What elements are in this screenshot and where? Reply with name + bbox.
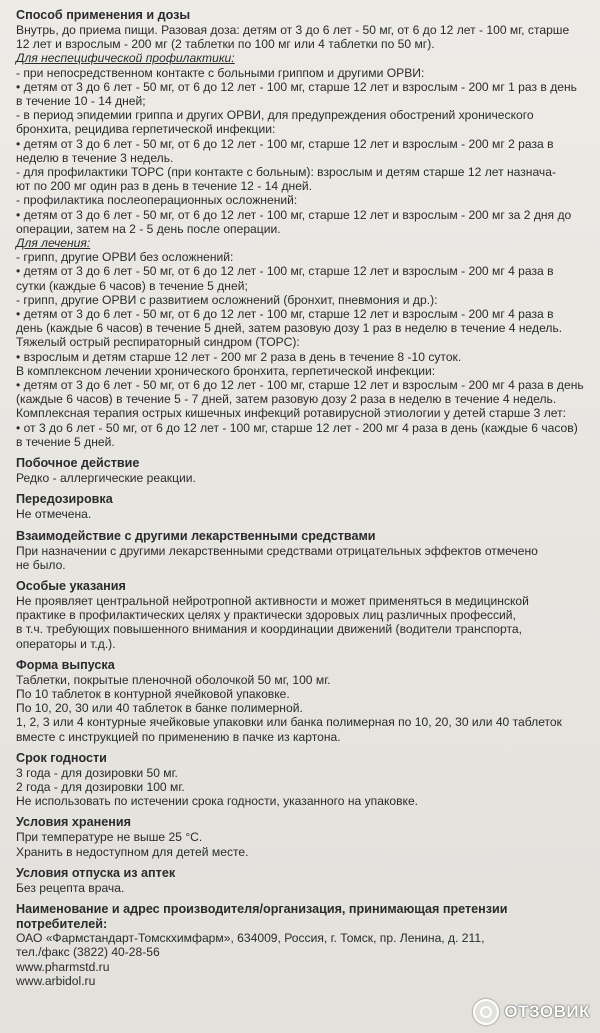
text-line: По 10, 20, 30 или 40 таблеток в банке полимерной. <box>16 701 303 716</box>
text-line: операторы и т.д.). <box>16 636 116 651</box>
text-line: вместе с инструкцией по применению в пачке из картона. <box>16 729 341 744</box>
section-heading: Форма выпуска <box>16 657 115 672</box>
text-line: • детям от 3 до 6 лет - 50 мг, от 6 до 12 лет - 100 мг, старше 12 лет и взрослым - 200 мг 4 раза в день <box>16 378 584 393</box>
text-line: При температуре не выше 25 °С. <box>16 830 203 845</box>
section-heading: Способ применения и дозы <box>16 8 191 22</box>
text-line: ОАО «Фармстандарт-Томскхимфарм», 634009, Россия, г. Томск, пр. Ленина, д. 211, <box>16 931 485 946</box>
section-heading: Побочное действие <box>16 456 140 471</box>
text-line: www.pharmstd.ru <box>16 959 110 974</box>
text-line: - грипп, другие ОРВИ с развитием осложнений (бронхит, пневмония и др.): <box>16 292 438 307</box>
section-heading: Условия отпуска из аптек <box>16 865 176 880</box>
section <box>16 8 586 449</box>
text-line: сутки (каждые 6 часов) в течение 5 дней; <box>16 278 248 293</box>
section-heading: Особые указания <box>16 578 126 593</box>
text-line: - грипп, другие ОРВИ без осложнений: <box>16 250 234 265</box>
text-line: 12 лет и взрослым - 200 мг (2 таблетки по 100 мг или 4 таблетки по 50 мг). <box>16 37 435 52</box>
text-line: Редко - аллергические реакции. <box>16 471 196 486</box>
otzovik-logo-icon <box>473 999 499 1025</box>
text-line: операции, затем на 2 - 5 день после операции. <box>16 221 281 236</box>
text-line: тел./факс (3822) 40-28-56 <box>16 945 160 960</box>
text-line: 1, 2, 3 или 4 контурные ячейковые упаковки или банка полимерная по 10, 20, 30 или 40 таблеток <box>16 715 562 730</box>
text-line: практике в профилактических целях у практически здоровых лиц различных профессий, <box>16 608 516 623</box>
section <box>16 902 586 988</box>
text-line: Без рецепта врача. <box>16 880 125 895</box>
text-line: в течение 10 - 14 дней; <box>16 94 146 109</box>
text-line: - при непосредственном контакте с больными гриппом и другими ОРВИ: <box>16 65 425 80</box>
text-line: По 10 таблеток в контурной ячейковой упаковке. <box>16 686 290 701</box>
text-line: Таблетки, покрытые пленочной оболочкой 50 мг, 100 мг. <box>16 672 331 687</box>
text-line: ют по 200 мг один раз в день в течение 12 - 14 дней. <box>16 179 313 194</box>
section-heading: Наименование и адрес производителя/организация, принимающая претензии <box>16 901 508 916</box>
text-line: 2 года - для дозировки 100 мг. <box>16 779 185 794</box>
subheading: Для неспецифической профилактики: <box>16 51 235 66</box>
text-line: Внутрь, до приема пищи. Разовая доза: детям от 3 до 6 лет - 50 мг, от 6 до 12 лет - 100 мг, старше <box>16 23 570 37</box>
text-line: неделю в течение 3 недель. <box>16 150 174 165</box>
text-line: - для профилактики ТОРС (при контакте с больным): взрослым и детям старше 12 лет назнача- <box>16 165 556 180</box>
section-heading: Срок годности <box>16 750 107 765</box>
text-line: в течение 5 дней. <box>16 434 115 449</box>
watermark-text: ОТЗОВИК <box>504 1002 590 1021</box>
text-line: • детям от 3 до 6 лет - 50 мг, от 6 до 12 лет - 100 мг, старше 12 лет и взрослым - 200 мг 4 раза в <box>16 264 554 279</box>
section-heading: Взаимодействие с другими лекарственными средствами <box>16 528 376 543</box>
section <box>16 579 586 651</box>
section <box>16 751 586 809</box>
text-line: В комплексном лечении хронического бронхита, герпетической инфекции: <box>16 363 436 378</box>
text-line: (каждые 6 часов) в течение 5 - 7 дней, затем разовую дозу 2 раза в неделю в течение 4 недель. <box>16 392 557 407</box>
section <box>16 658 586 744</box>
text-line: Не проявляет центральной нейротропной активности и может применяться в медицинской <box>16 593 529 608</box>
text-line: • от 3 до 6 лет - 50 мг, от 6 до 12 лет - 100 мг, старше 12 лет - 200 мг 4 раза в день (каждые 6 часов) <box>16 420 578 435</box>
subheading: Для лечения: <box>16 236 91 251</box>
section <box>16 815 586 858</box>
section <box>16 492 586 521</box>
text-line: www.arbidol.ru <box>16 973 96 988</box>
text-line: • взрослым и детям старше 12 лет - 200 мг 2 раза в день в течение 8 -10 суток. <box>16 349 462 364</box>
section-heading: Передозировка <box>16 492 113 507</box>
text-line: Комплексная терапия острых кишечных инфекций ротавирусной этиологии у детей старше 3 лет: <box>16 406 566 421</box>
text-line: Тяжелый острый респираторный синдром (ТОРС): <box>16 335 300 350</box>
instruction-sections <box>16 8 586 988</box>
text-line: бронхита, рецидива герпетической инфекции: <box>16 122 276 137</box>
text-line: Хранить в недоступном для детей месте. <box>16 844 249 859</box>
text-line: При назначении с другими лекарственными средствами отрицательных эффектов отмечено <box>16 543 538 558</box>
text-line: 3 года - для дозировки 50 мг. <box>16 765 178 780</box>
section <box>16 529 586 572</box>
text-line: день (каждые 6 часов) в течение 5 дней, затем разовую дозу 1 раз в неделю в течение 4 недель. <box>16 321 563 336</box>
text-line: не было. <box>16 557 66 572</box>
section <box>16 456 586 485</box>
text-line: - в период эпидемии гриппа и других ОРВИ, для предупреждения обострений хронического <box>16 108 534 123</box>
text-line: в т.ч. требующих повышенного внимания и координации движений (водители транспорта, <box>16 622 522 637</box>
text-line: Не использовать по истечении срока годности, указанного на упаковке. <box>16 794 419 809</box>
watermark <box>473 999 590 1025</box>
text-line: - профилактика послеоперационных осложнений: <box>16 193 298 208</box>
section-heading: Условия хранения <box>16 815 131 830</box>
text-line: • детям от 3 до 6 лет - 50 мг, от 6 до 12 лет - 100 мг, старше 12 лет и взрослым - 200 мг за 2 дня до <box>16 207 572 222</box>
text-line: • детям от 3 до 6 лет - 50 мг, от 6 до 12 лет - 100 мг, старше 12 лет и взрослым - 200 мг 1 раз в день <box>16 79 577 94</box>
text-line: Не отмечена. <box>16 507 92 522</box>
text-line: • детям от 3 до 6 лет - 50 мг, от 6 до 12 лет - 100 мг, старше 12 лет и взрослым - 200 мг 4 раза в <box>16 307 554 322</box>
text-line: • детям от 3 до 6 лет - 50 мг, от 6 до 12 лет - 100 мг, старше 12 лет и взрослым - 200 мг 2 раза в <box>16 136 554 151</box>
text-line: потребителей: <box>16 916 108 931</box>
section <box>16 866 586 895</box>
